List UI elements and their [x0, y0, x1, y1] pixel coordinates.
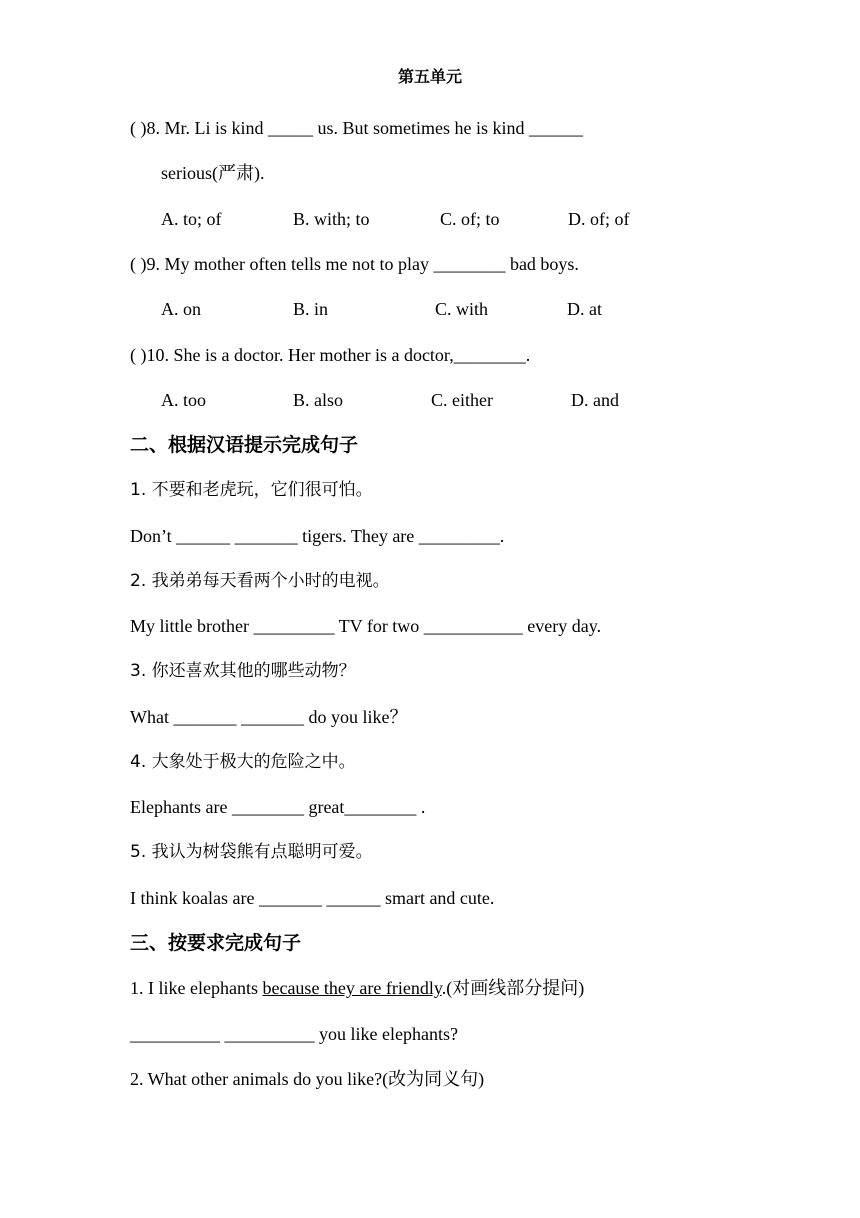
question-10-option-a: A. too: [161, 390, 206, 410]
section-3-item-1-answer: __________ __________ you like elephants?: [130, 1024, 458, 1044]
section-2-heading: 二、根据汉语提示完成句子: [130, 434, 359, 456]
question-9-option-b: B. in: [293, 299, 329, 319]
question-8-option-a: A. to; of: [161, 209, 222, 229]
section-2-item-2-en: My little brother _________ TV for two ___________ every day.: [130, 616, 602, 636]
question-10-stem: ( )10. She is a doctor. Her mother is a doctor,________.: [130, 345, 531, 365]
question-8-stem: ( )8. Mr. Li is kind _____ us. But sometimes he is kind ______: [130, 118, 583, 138]
page-title: 第五单元: [397, 67, 462, 86]
question-8-option-c: C. of; to: [440, 209, 500, 229]
section-3-item-1-underlined: because they are friendly: [262, 978, 442, 998]
section-2-item-1-cn: 1. 不要和老虎玩，它们很可怕。: [130, 480, 373, 500]
section-3-item-1-prefix: 1. I like elephants: [130, 978, 263, 998]
section-2-item-5-cn: 5. 我认为树袋熊有点聪明可爱。: [130, 842, 373, 862]
question-8-option-b: B. with; to: [293, 209, 370, 229]
section-2-item-4-en: Elephants are ________ great________ .: [130, 797, 426, 817]
question-9-option-d: D. at: [567, 299, 602, 319]
section-3-item-1-suffix: .(对画线部分提问): [441, 978, 585, 998]
section-2-item-5-en: I think koalas are _______ ______ smart and cute.: [130, 888, 495, 908]
question-10-option-c: C. either: [431, 390, 493, 410]
question-10-option-d: D. and: [571, 390, 619, 410]
question-9-stem: ( )9. My mother often tells me not to play ________ bad boys.: [130, 254, 579, 274]
section-3-heading: 三、按要求完成句子: [130, 932, 302, 954]
question-8-stem-cont: serious(严肃).: [161, 163, 265, 183]
question-9-option-c: C. with: [435, 299, 489, 319]
section-2-item-3-cn: 3. 你还喜欢其他的哪些动物？: [130, 661, 356, 681]
section-2-item-3-en: What _______ _______ do you like？: [130, 707, 408, 727]
question-9-option-a: A. on: [161, 299, 201, 319]
section-2-item-2-cn: 2. 我弟弟每天看两个小时的电视。: [130, 571, 390, 591]
question-8-option-d: D. of; of: [568, 209, 630, 229]
section-3-item-1: [130, 977, 584, 999]
section-3-item-2: 2. What other animals do you like?(改为同义句): [130, 1069, 485, 1089]
question-10-option-b: B. also: [293, 390, 344, 410]
section-2-item-4-cn: 4. 大象处于极大的危险之中。: [130, 752, 356, 772]
section-2-item-1-en: Don’t ______ _______ tigers. They are _________.: [130, 526, 505, 546]
